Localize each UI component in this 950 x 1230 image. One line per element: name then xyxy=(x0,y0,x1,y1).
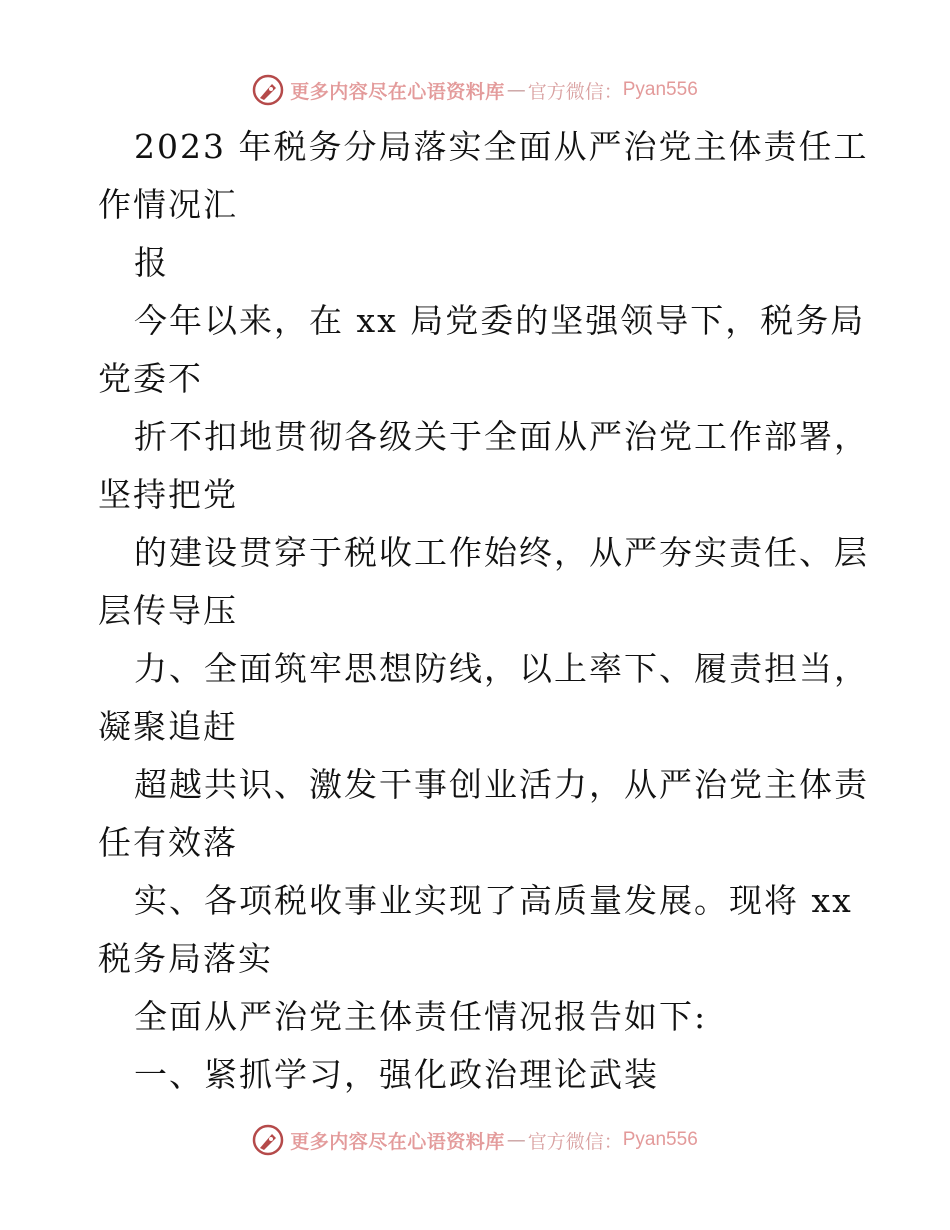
watermark-wechat-id: Pyan556 xyxy=(622,1129,698,1150)
watermark-separator: — xyxy=(506,79,526,101)
watermark-wechat-label: 官方微信： xyxy=(527,80,623,103)
doc-line: 力、全面筑牢思想防线，以上率下、履责担当， xyxy=(134,649,869,688)
watermark-text: 更多内容尽在心语资料库 xyxy=(290,80,505,103)
pen-nib-icon xyxy=(252,74,284,106)
doc-line: 实、各项税收事业实现了高质量发展。现将 xx xyxy=(134,881,853,920)
doc-title-line-3: 报 xyxy=(134,243,169,282)
doc-line: 层传导压 xyxy=(98,591,238,630)
doc-line: 任有效落 xyxy=(98,823,238,862)
doc-line: 全面从严治党主体责任情况报告如下: xyxy=(134,997,708,1036)
watermark-text: 更多内容尽在心语资料库 xyxy=(290,1130,505,1153)
doc-section-heading: 一、紧抓学习，强化政治理论武装 xyxy=(134,1055,659,1094)
watermark-wechat-label: 官方微信： xyxy=(527,1130,623,1153)
doc-line: 税务局落实 xyxy=(98,939,273,978)
watermark-separator: — xyxy=(506,1129,526,1151)
doc-line: 党委不 xyxy=(98,359,203,398)
watermark-banner-top xyxy=(0,70,950,110)
doc-line: 折不扣地贯彻各级关于全面从严治党工作部署， xyxy=(134,417,869,456)
doc-line: 超越共识、激发干事创业活力，从严治党主体责 xyxy=(134,765,869,804)
pen-nib-icon xyxy=(252,1124,284,1156)
doc-title-line-2: 作情况汇 xyxy=(98,185,238,224)
doc-line: 凝聚追赶 xyxy=(98,707,238,746)
watermark-wechat-id: Pyan556 xyxy=(622,79,698,100)
doc-line: 坚持把党 xyxy=(98,475,238,514)
doc-line: 今年以来，在 xx 局党委的坚强领导下，税务局 xyxy=(134,301,866,340)
doc-title-line-1: 2023 年税务分局落实全面从严治党主体责任工 xyxy=(134,127,869,166)
doc-line: 的建设贯穿于税收工作始终，从严夯实责任、层 xyxy=(134,533,869,572)
watermark-banner-bottom xyxy=(0,1120,950,1160)
